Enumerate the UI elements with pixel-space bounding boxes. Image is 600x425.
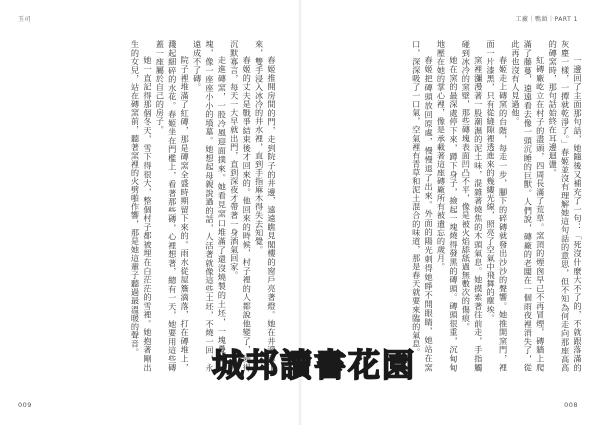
page-number: 009: [18, 401, 32, 409]
paragraph: 春姬推開房間的門，走到院子的井邊，遠遠瞧見閣樓的窗戶亮著燈。她在井邊蹲下來，雙手浸入冰冷的井水裡，直到手指麻木得失去知覺。: [254, 40, 277, 372]
running-header: 工廠｜鴨頭｜PART 1: [515, 16, 578, 23]
paragraph: 春姬走上磚窯的台階，每走一步，腳下的碎磚就發出沙沙的聲響。她推開窯門，裡面一片漆黑，只有從縫隙裡透進來的幾縷光線，照亮了空氣中飛舞的塵埃。: [486, 40, 509, 372]
paragraph: 走進磚窯，一股冷風迎面撲來。她看見窯口堆滿了還沒燒製的土坯，一塊疊著一塊，像一座座小小的墳墓。她想起母親說過的話，人活著就像這些土坯，不燒一回，永遠成不了磚。: [192, 40, 228, 372]
watermark: 城邦讀書花園: [212, 346, 417, 384]
running-header: 玉司: [18, 16, 32, 23]
paragraph: 院子裡堆滿了紅磚，那是磚窯全盛時期留下來的。雨水從屋簷滴落，打在磚堆上，濺起細碎的水花。春姬坐在門檻上，看著那些磚，心裡想著，總有一天，她要用這些磚蓋一座屬於自己的房子。: [155, 40, 191, 372]
body-text: [20, 40, 278, 372]
paragraph: 她一直記得那個冬天，雪下得很大，整個村子都被埋在白茫茫的雪裡。她抱著剛出生的女兒，站在磚窯前，聽著窯裡的火劈啪作響，那是她這輩子聽過最溫暖的聲音。: [130, 40, 153, 372]
paragraph: 她在窯的最深處停下來，蹲下身子，撿起一塊燒得發黑的磚頭。磚頭很重，沉甸甸地壓在她的掌心裡，像是承載著這座磚廠所有被遺忘的歲月。: [436, 40, 459, 372]
paragraph: 一邊回了主面那句話，她隨後又補充了一句：「死沒什麼大不了的，不就跟落滿的灰塵一樣，一撢就乾淨了。」春姬並沒有理解她這句話的意思，但不知為何走向那座高高的磚窯時，那句話始終在耳邊迴盪。: [548, 40, 583, 372]
paragraph: 春姬把磚頭放回原處，慢慢退了出來。外面的陽光刺得她睜不開眼睛，她站在窯口，深深吸了一口氣，空氣裡有青草和泥土混合的味道，那是春天就要來臨的氣息。: [411, 40, 435, 372]
page-number: 008: [564, 401, 578, 409]
paragraph: 紅磚廠屹立在村子的盡頭，四周長滿了荒草。窯頂的煙囪早已不再冒煙，磚牆上爬滿了藤蔓，遠遠看去像一頭沉睡的巨獸。人們說，磚廠的老闆在一個雨夜裡消失了，從此再也沒有人見過他。: [510, 40, 546, 372]
body-text: [322, 40, 584, 372]
paragraph: 春姬的丈夫是戰爭結束後才回來的。他回來的時候，村子裡的人都說他變了，變得沉默寡言，每天一大早就出門，直到深夜才帶著一身酒氣回家。: [229, 40, 253, 372]
paragraph: 窯裡瀰漫著一股潮濕的泥土味，混雜著燒焦的木頭氣息。她摸索著往前走，手指觸碰到冰冷的窯壁，那些磚塊表面凹凸不平，像是被火焰舔舐過無數次的傷痕。: [461, 40, 484, 372]
